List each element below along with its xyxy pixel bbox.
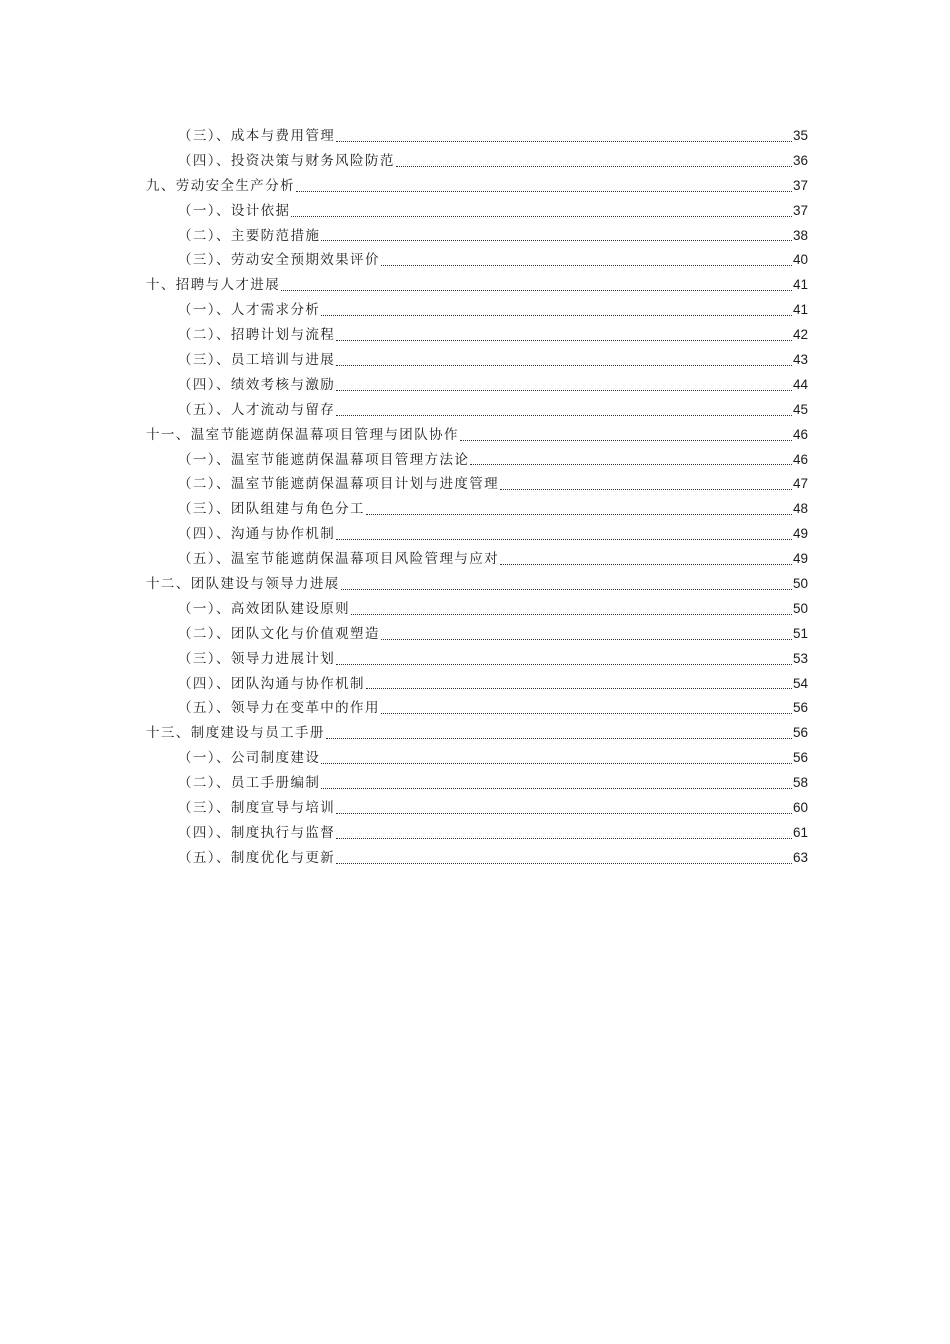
- toc-page-number: 35: [792, 127, 808, 143]
- toc-entry-title: （三）、员工培训与进展: [178, 352, 336, 368]
- toc-section-entry[interactable]: [146, 771, 808, 796]
- toc-chapter-entry[interactable]: [146, 423, 808, 448]
- toc-page-number: 41: [792, 302, 808, 318]
- toc-page-number: 56: [792, 750, 808, 766]
- toc-section-entry[interactable]: [146, 373, 808, 398]
- toc-page-number: 36: [792, 152, 808, 168]
- toc-dot-leader: [381, 264, 792, 266]
- toc-section-entry[interactable]: [146, 597, 808, 622]
- toc-page-number: 37: [792, 202, 808, 218]
- toc-entry-title: （一）、人才需求分析: [178, 302, 321, 319]
- toc-dot-leader: [336, 663, 792, 665]
- toc-page-number: 61: [792, 824, 808, 840]
- toc-entry-title: （四）、绩效考核与激励: [178, 376, 336, 393]
- toc-dot-leader: [351, 613, 792, 615]
- toc-entry-title: （一）、设计依据: [178, 202, 291, 219]
- toc-entry-title: 十、招聘与人才进展: [146, 277, 281, 294]
- toc-page-number: 48: [792, 501, 808, 517]
- toc-dot-leader: [396, 165, 792, 167]
- toc-page-number: 53: [792, 650, 808, 666]
- toc-entry-title: （三）、制度宣导与培训: [178, 800, 336, 817]
- toc-section-entry[interactable]: [146, 746, 808, 771]
- toc-dot-leader: [336, 862, 792, 864]
- toc-dot-leader: [460, 439, 792, 441]
- toc-section-entry[interactable]: [146, 448, 808, 473]
- toc-dot-leader: [366, 513, 792, 515]
- toc-dot-leader: [291, 215, 792, 217]
- toc-entry-title: 十一、温室节能遮荫保温幕项目管理与团队协作: [146, 426, 459, 443]
- toc-dot-leader: [366, 687, 792, 689]
- toc-section-entry[interactable]: [146, 647, 808, 672]
- toc-section-entry[interactable]: [146, 398, 808, 423]
- toc-page-number: 51: [792, 625, 808, 641]
- toc-entry-title: （四）、团队沟通与协作机制: [178, 675, 365, 692]
- toc-page-number: 56: [792, 725, 808, 741]
- toc-section-entry[interactable]: [146, 672, 808, 697]
- toc-section-entry[interactable]: [146, 348, 808, 373]
- toc-page-number: 47: [792, 476, 808, 492]
- toc-dot-leader: [321, 239, 792, 241]
- toc-dot-leader: [321, 762, 792, 764]
- toc-page-number: 37: [792, 177, 808, 193]
- toc-page-number: 49: [792, 551, 808, 567]
- toc-entry-title: （二）、团队文化与价值观塑造: [178, 625, 380, 642]
- toc-page-number: 56: [792, 700, 808, 716]
- toc-section-entry[interactable]: [146, 796, 808, 821]
- toc-page-number: 40: [792, 252, 808, 268]
- toc-entry-title: （二）、温室节能遮荫保温幕项目计划与进度管理: [178, 476, 500, 493]
- toc-dot-leader: [281, 289, 792, 291]
- toc-entry-title: （二）、员工手册编制: [178, 775, 321, 792]
- toc-dot-leader: [336, 414, 792, 416]
- toc-entry-title: （五）、领导力在变革中的作用: [178, 700, 380, 717]
- toc-section-entry[interactable]: [146, 472, 808, 497]
- toc-section-entry[interactable]: [146, 248, 808, 273]
- toc-dot-leader: [326, 737, 792, 739]
- toc-dot-leader: [336, 538, 792, 540]
- toc-dot-leader: [341, 588, 792, 590]
- toc-section-entry[interactable]: [146, 547, 808, 572]
- toc-entry-title: （一）、温室节能遮荫保温幕项目管理方法论: [178, 451, 470, 468]
- toc-entry-title: 九、劳动安全生产分析: [146, 177, 295, 194]
- toc-dot-leader: [336, 389, 792, 391]
- toc-entry-title: （二）、主要防范措施: [178, 227, 321, 244]
- toc-dot-leader: [336, 812, 792, 814]
- toc-page-number: 46: [792, 426, 808, 442]
- toc-entry-title: （一）、公司制度建设: [178, 750, 321, 767]
- toc-page-number: 63: [792, 849, 808, 865]
- toc-entry-title: （五）、制度优化与更新: [178, 849, 336, 866]
- toc-entry-title: 十三、制度建设与员工手册: [146, 725, 325, 742]
- toc-dot-leader: [336, 140, 792, 142]
- toc-entry-title: （三）、成本与费用管理: [178, 127, 336, 144]
- toc-section-entry[interactable]: [146, 124, 808, 149]
- toc-section-entry[interactable]: [146, 497, 808, 522]
- toc-section-entry[interactable]: [146, 323, 808, 348]
- toc-page-number: 54: [792, 675, 808, 691]
- toc-dot-leader: [500, 563, 792, 565]
- toc-dot-leader: [500, 488, 792, 490]
- toc-dot-leader: [381, 638, 792, 640]
- toc-dot-leader: [336, 837, 792, 839]
- table-of-contents: [146, 124, 808, 871]
- toc-section-entry[interactable]: [146, 199, 808, 224]
- toc-section-entry[interactable]: [146, 149, 808, 174]
- toc-page-number: 50: [792, 576, 808, 592]
- toc-page-number: 42: [792, 327, 808, 343]
- toc-page-number: 38: [792, 227, 808, 243]
- toc-dot-leader: [296, 190, 792, 192]
- toc-page-number: 45: [792, 401, 808, 417]
- toc-page-number: 44: [792, 376, 808, 392]
- toc-entry-title: （四）、制度执行与监督: [178, 824, 336, 841]
- toc-entry-title: （二）、招聘计划与流程: [178, 327, 336, 344]
- toc-chapter-entry[interactable]: [146, 572, 808, 597]
- toc-entry-title: （五）、人才流动与留存: [178, 401, 336, 418]
- toc-page-number: 50: [792, 600, 808, 616]
- toc-section-entry[interactable]: [146, 224, 808, 249]
- toc-entry-title: （四）、沟通与协作机制: [178, 526, 336, 543]
- toc-entry-title: （四）、投资决策与财务风险防范: [178, 152, 395, 169]
- toc-entry-title: （三）、劳动安全预期效果评价: [178, 252, 380, 269]
- toc-page-number: 43: [792, 352, 808, 367]
- toc-dot-leader: [470, 463, 792, 465]
- toc-entry-title: （五）、温室节能遮荫保温幕项目风险管理与应对: [178, 551, 500, 568]
- toc-section-entry[interactable]: [146, 821, 808, 846]
- toc-section-entry[interactable]: [146, 696, 808, 721]
- toc-page-number: 49: [792, 526, 808, 542]
- toc-section-entry[interactable]: [146, 298, 808, 323]
- toc-page-number: 58: [792, 775, 808, 791]
- toc-entry-title: （三）、团队组建与角色分工: [178, 501, 365, 518]
- toc-section-entry[interactable]: [146, 846, 808, 871]
- toc-dot-leader: [336, 339, 792, 341]
- toc-section-entry[interactable]: [146, 622, 808, 647]
- toc-page-number: 60: [792, 800, 808, 816]
- toc-entry-title: 十二、团队建设与领导力进展: [146, 576, 340, 593]
- toc-dot-leader: [321, 787, 792, 789]
- toc-section-entry[interactable]: [146, 522, 808, 547]
- toc-entry-title: （一）、高效团队建设原则: [178, 600, 351, 617]
- toc-page-number: 46: [792, 451, 808, 467]
- toc-chapter-entry[interactable]: [146, 721, 808, 746]
- toc-entry-title: （三）、领导力进展计划: [178, 650, 336, 667]
- toc-chapter-entry[interactable]: [146, 174, 808, 199]
- toc-dot-leader: [381, 712, 792, 714]
- toc-dot-leader: [336, 364, 792, 366]
- toc-page-number: 41: [792, 277, 808, 293]
- toc-dot-leader: [321, 314, 792, 316]
- toc-chapter-entry[interactable]: [146, 273, 808, 298]
